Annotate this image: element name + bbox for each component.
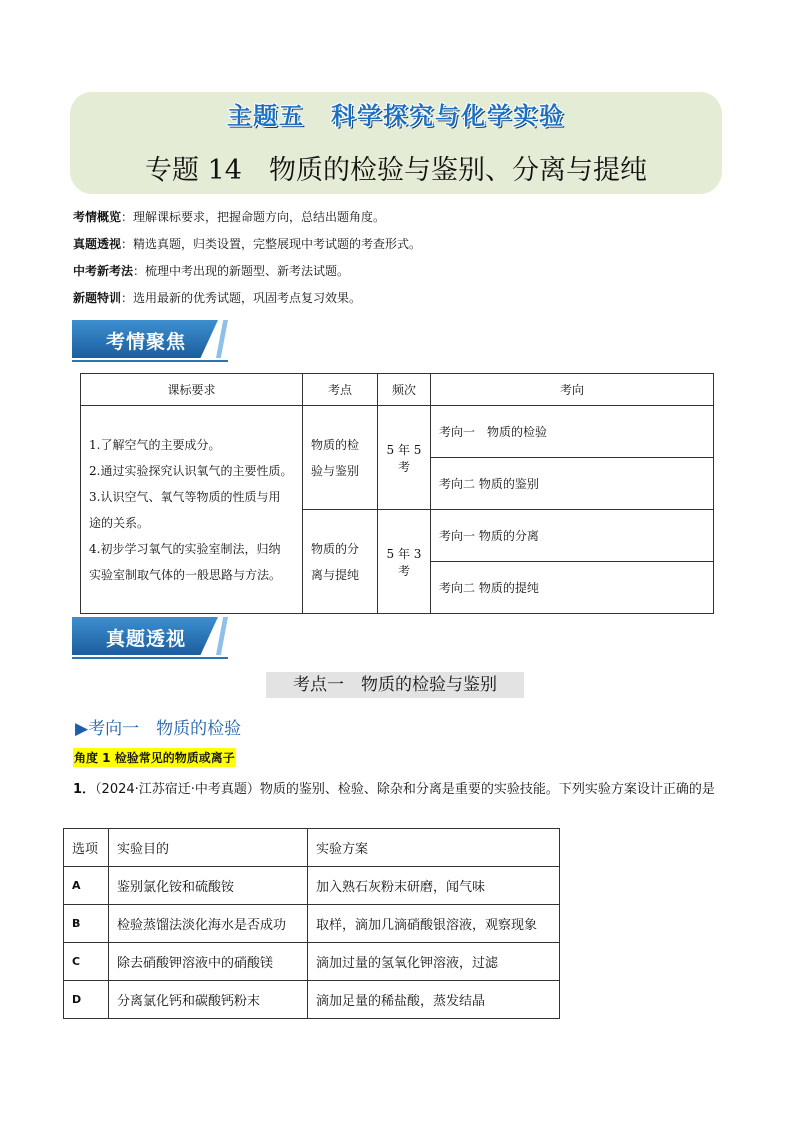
- section-tag-label: 考情聚焦: [106, 331, 187, 353]
- intro-text: ：精选真题，归类设置，完整展现中考试题的考查形式。: [121, 237, 422, 251]
- option-letter: B: [64, 905, 109, 943]
- table-row: [64, 905, 560, 943]
- angle-label: 角度 1 检验常见的物质或离子: [73, 748, 236, 767]
- direction-cell: 考向二 物质的提纯: [431, 562, 714, 614]
- purpose-cell: 检验蒸馏法淡化海水是否成功: [109, 905, 308, 943]
- header-cell: 实验方案: [308, 829, 560, 867]
- header-cell: 实验目的: [109, 829, 308, 867]
- kaodian-title: 考点一 物质的检验与鉴别: [266, 672, 524, 698]
- direction-cell: 考向二 物质的鉴别: [431, 458, 714, 510]
- freq-cell: 5 年 5 考: [378, 406, 431, 510]
- intro-text: ：理解课标要求，把握命题方向，总结出题角度。: [121, 210, 386, 224]
- section-tag-label: 真题透视: [106, 628, 187, 650]
- option-letter: A: [64, 867, 109, 905]
- question-source: （2024·江苏宿迁·中考真题）: [95, 782, 260, 797]
- header-cell: 选项: [64, 829, 109, 867]
- intro-line: [73, 210, 385, 224]
- table-header-row: [64, 829, 560, 867]
- options-table: [63, 828, 560, 1019]
- header-banner: [70, 92, 722, 194]
- requirement-line: 1.了解空气的主要成分。: [89, 437, 221, 452]
- table-header-row: [81, 374, 714, 406]
- header-cell: 考点: [303, 374, 378, 406]
- requirement-line: 2.通过实验探究认识氧气的主要性质。: [89, 463, 293, 478]
- intro-line: [73, 264, 349, 278]
- option-letter: C: [64, 943, 109, 981]
- requirement-line: 实验室制取气体的一般思路与方法。: [89, 567, 282, 582]
- section-tag-exams: [72, 617, 228, 659]
- option-letter: D: [64, 981, 109, 1019]
- point-cell: 物质的分离与提纯: [303, 510, 378, 614]
- question-number: 1．: [73, 782, 96, 797]
- header-cell: 考向: [431, 374, 714, 406]
- intro-label: 新题特训: [73, 291, 122, 305]
- requirements-cell: [81, 406, 303, 614]
- direction-cell: 考向一 物质的分离: [431, 510, 714, 562]
- section-tag-slash: [216, 320, 228, 358]
- direction-cell: 考向一 物质的检验: [431, 406, 714, 458]
- intro-text: ：梳理中考出现的新题型、新考法试题。: [133, 264, 350, 278]
- section-tag-focus: [72, 320, 228, 362]
- intro-label: 真题透视: [73, 237, 122, 251]
- table-row: [64, 943, 560, 981]
- intro-text: ：选用最新的优秀试题，巩固考点复习效果。: [121, 291, 362, 305]
- plan-cell: 加入熟石灰粉末研磨，闻气味: [308, 867, 560, 905]
- direction-title: ▶考向一 物质的检验: [75, 719, 242, 739]
- requirement-line: 4.初步学习氧气的实验室制法，归纳: [89, 541, 281, 556]
- purpose-cell: 除去硝酸钾溶液中的硝酸镁: [109, 943, 308, 981]
- main-title: 主题五 科学探究与化学实验: [227, 102, 565, 130]
- purpose-cell: 鉴别氯化铵和硫酸铵: [109, 867, 308, 905]
- section-tag-underline: [72, 657, 228, 659]
- section-tag-underline: [72, 360, 228, 362]
- point-cell: 物质的检验与鉴别: [303, 406, 378, 510]
- question-body: 物质的鉴别、检验、除杂和分离是重要的实验技能。下列实验方案设计正确的是: [259, 782, 715, 797]
- table-row: [64, 867, 560, 905]
- plan-cell: 滴加过量的氢氧化钾溶液，过滤: [308, 943, 560, 981]
- plan-cell: 滴加足量的稀盐酸，蒸发结晶: [308, 981, 560, 1019]
- table-row: [81, 406, 714, 458]
- intro-line: [73, 291, 361, 305]
- requirement-line: 途的关系。: [89, 515, 150, 530]
- intro-label: 考情概览: [73, 210, 122, 224]
- sub-title: 专题 14 物质的检验与鉴别、分离与提纯: [145, 155, 647, 186]
- plan-cell: 取样，滴加几滴硝酸银溶液，观察现象: [308, 905, 560, 943]
- section-tag-slash: [216, 617, 228, 655]
- table-row: [64, 981, 560, 1019]
- requirement-line: 3.认识空气、氧气等物质的性质与用: [89, 489, 281, 504]
- header-cell: 课标要求: [81, 374, 303, 406]
- header-cell: 频次: [378, 374, 431, 406]
- freq-cell: 5 年 3 考: [378, 510, 431, 614]
- intro-line: [73, 237, 421, 251]
- question-text: [73, 776, 721, 804]
- intro-label: 中考新考法: [73, 264, 134, 278]
- purpose-cell: 分离氯化钙和碳酸钙粉末: [109, 981, 308, 1019]
- curriculum-table: [80, 373, 714, 614]
